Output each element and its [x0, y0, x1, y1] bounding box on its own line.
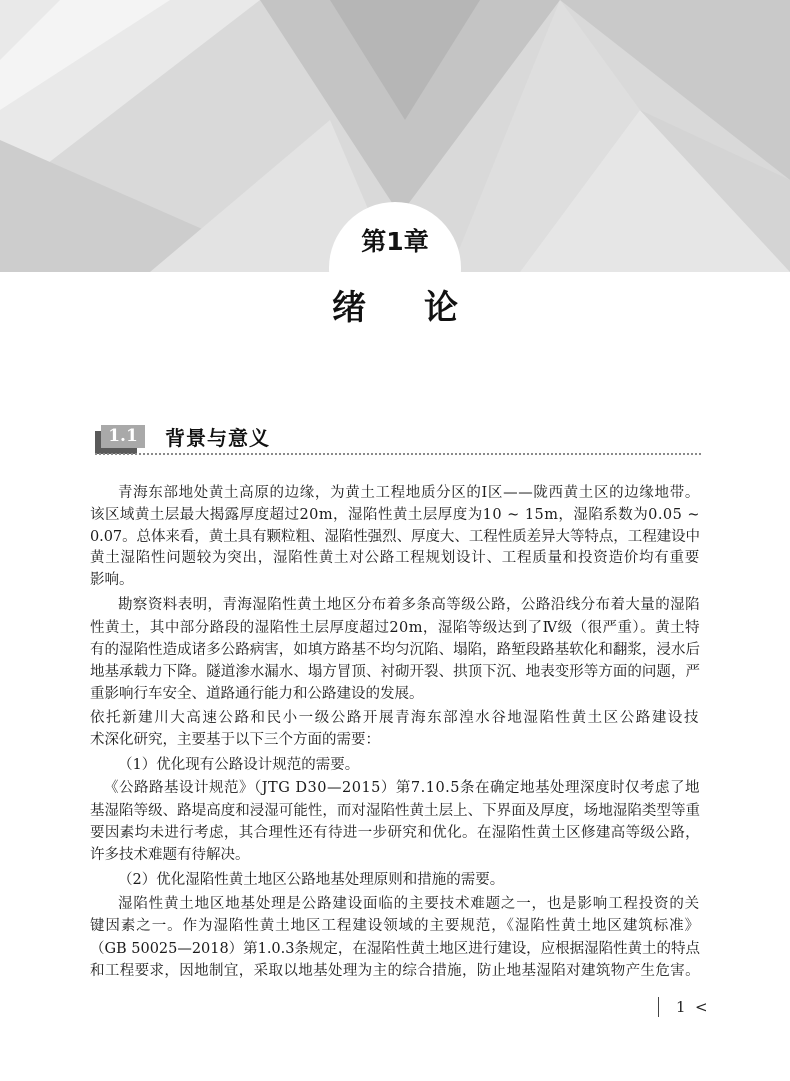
body-line: 勘察资料表明，青海湿陷性黄土地区分布着多条高等级公路，公路沿线分布着大量的湿陷 [118, 597, 700, 613]
body-line: 青海东部地处黄土高原的边缘，为黄土工程地质分区的Ⅰ区——陇西黄土区的边缘地带。 [118, 485, 700, 501]
section-divider [95, 453, 701, 455]
body-line: 术深化研究，主要基于以下三个方面的需要： [90, 732, 380, 748]
body-line: 基湿陷等级、路堤高度和浸湿可能性，而对湿陷性黄土层上、下界面及厚度，场地湿陷类型等重 [90, 803, 700, 819]
body-line: 湿陷性黄土地区地基处理是公路建设面临的主要技术难题之一，也是影响工程投资的关 [118, 896, 700, 912]
page-number-divider [658, 997, 659, 1017]
page-number: 1 [676, 998, 686, 1016]
body-line: 有的湿陷性造成诸多公路病害，如填方路基不均匀沉陷、塌陷，路堑段路基软化和翻浆，浸水后 [90, 642, 700, 658]
body-line: 性黄土，其中部分路段的湿陷性土层厚度超过20m，湿陷等级达到了Ⅳ级（很严重）。黄土特 [90, 620, 700, 636]
page-marker-icon: < [695, 998, 708, 1016]
body-line: 许多技术难题有待解决。 [90, 847, 250, 863]
body-line: 0.07。总体来看，黄土具有颗粒粗、湿陷性强烈、厚度大、工程性质差异大等特点，工程建设中 [90, 529, 700, 545]
body-line: 地基承载力下降。隧道渗水漏水、塌方冒顶、衬砌开裂、拱顶下沉、地表变形等方面的问题，严 [90, 664, 700, 680]
body-line: 《公路路基设计规范》（JTG D30—2015）第7.10.5条在确定地基处理深度时仅考虑了地 [104, 780, 700, 796]
body-line: 键因素之一。作为湿陷性黄土地区工程建设领域的主要规范，《湿陷性黄土地区建筑标准》 [90, 918, 700, 934]
body-line: （1）优化现有公路设计规范的需要。 [118, 757, 360, 773]
body-line: 重影响行车安全、道路通行能力和公路建设的发展。 [90, 686, 424, 702]
body-line: 影响。 [90, 572, 134, 588]
chapter-title: 绪 论 [332, 288, 470, 328]
body-line: （GB 50025—2018）第1.0.3条规定，在湿陷性黄土地区进行建设，应根据湿陷性黄土的特点 [90, 941, 700, 957]
body-line: （2）优化湿陷性黄土地区公路地基处理原则和措施的需要。 [118, 872, 505, 888]
body-line: 和工程要求，因地制宜，采取以地基处理为主的综合措施，防止地基湿陷对建筑物产生危害。 [90, 963, 700, 979]
body-line: 依托新建川大高速公路和民小一级公路开展青海东部湟水谷地湿陷性黄土区公路建设技 [90, 710, 700, 726]
body-line: 该区域黄土层最大揭露厚度超过20m，湿陷性黄土层厚度为10 ~ 15m，湿陷系数为0.05 ~ [90, 507, 700, 523]
chapter-label: 第1章 [361, 227, 429, 256]
section-title: 背景与意义 [165, 426, 270, 450]
body-line: 要因素均未进行考虑，其合理性还有待进一步研究和优化。在湿陷性黄土区修建高等级公路， [90, 825, 700, 841]
section-number: 1.1 [101, 425, 145, 448]
body-line: 黄土湿陷性问题较为突出，湿陷性黄土对公路工程规划设计、工程质量和投资造价均有重要 [90, 550, 700, 566]
